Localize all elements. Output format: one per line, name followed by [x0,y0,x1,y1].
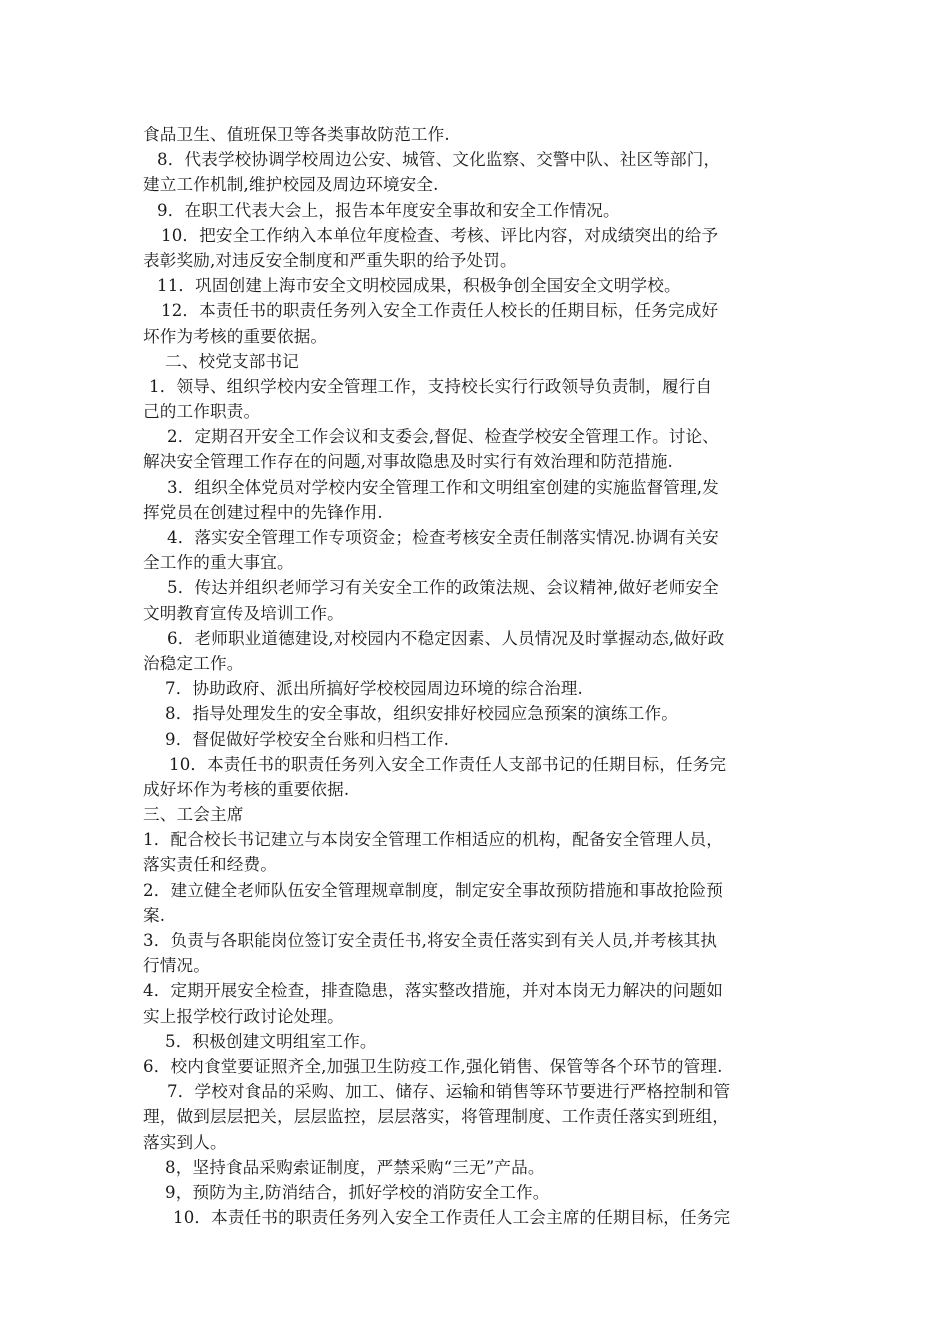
text-line: 成好坏作为考核的重要依据. [143,779,350,799]
text-line: 解决安全管理工作存在的问题,对事故隐患及时实行有效治理和防范措施. [143,452,673,472]
text-line: 2．定期召开安全工作会议和支委会,督促、检查学校安全管理工作。讨论、 [167,427,719,447]
text-line: 8．指导处理发生的安全事故，组织安排好校园应急预案的演练工作。 [165,704,679,724]
text-line: 8．代表学校协调学校周边公安、城管、文化监察、交警中队、社区等部门， [157,150,721,170]
text-line: 理，做到层层把关，层层监控，层层落实，将管理制度、工作责任落实到班组， [143,1107,730,1127]
text-line: 落实责任和经费。 [143,855,277,875]
section-heading: 三、工会主席 [143,805,244,825]
text-line: 挥党员在创建过程中的先锋作用. [143,502,383,522]
text-line: 落实到人。 [143,1132,227,1152]
text-line: 全工作的重大事宜。 [143,553,294,573]
text-line: 10．本责任书的职责任务列入安全工作责任人工会主席的任期目标，任务完 [173,1208,731,1228]
text-line: 3．负责与各职能岗位签订安全责任书,将安全责任落实到有关人员,并考核其执 [143,931,718,950]
text-line: 10．把安全工作纳入本单位年度检查、考核、评比内容，对成绩突出的给予 [161,225,719,245]
text-line: 2．建立健全老师队伍安全管理规章制度，制定安全事故预防措施和事故抢险预 [143,880,723,900]
text-line: 1．配合校长书记建立与本岗安全管理工作相适应的机构，配备安全管理人员， [143,830,723,850]
text-line: 建立工作机制,维护校园及周边环境安全. [143,175,439,195]
document-body [143,122,811,1230]
text-line: 己的工作职责。 [143,402,261,422]
text-line: 9，预防为主,防消结合，抓好学校的消防安全工作。 [165,1182,550,1202]
text-line: 1．领导、组织学校内安全管理工作，支持校长实行行政领导负责制，履行自 [149,376,713,396]
text-line: 食品卫生、值班保卫等各类事故防范工作. [143,125,450,144]
text-line: 6．校内食堂要证照齐全,加强卫生防疫工作,强化销售、保管等各个环节的管理. [143,1056,723,1076]
section-heading: 二、校党支部书记 [165,351,299,371]
text-line: 5．积极创建文明组室工作。 [165,1031,377,1051]
text-line: 9．在职工代表大会上，报告本年度安全事故和安全工作情况。 [157,200,620,220]
text-line: 行情况。 [143,956,210,976]
text-line: 10．本责任书的职责任务列入安全工作责任人支部书记的任期目标，任务完 [169,754,727,774]
text-line: 8，坚持食品采购索证制度，严禁采购“三无”产品。 [165,1157,545,1177]
text-line: 案. [143,905,166,925]
text-line: 4．落实安全管理工作专项资金；检查考核安全责任制落实情况.协调有关安 [167,528,719,547]
text-line: 3．组织全体党员对学校内安全管理工作和文明组室创建的实施监督管理,发 [167,477,719,497]
text-line: 11．巩固创建上海市安全文明校园成果，积极争创全国安全文明学校。 [157,276,681,296]
text-line: 9．督促做好学校安全台账和归档工作. [165,729,450,749]
text-line: 坏作为考核的重要依据。 [143,326,328,346]
text-line: 12．本责任书的职责任务列入安全工作责任人校长的任期目标，任务完成好 [161,301,719,321]
text-line: 治稳定工作。 [143,653,244,673]
text-line: 5．传达并组织老师学习有关安全工作的政策法规、会议精神,做好老师安全 [167,578,719,598]
text-line: 文明教育宣传及培训工作。 [143,603,344,623]
text-line: 实上报学校行政讨论处理。 [143,1006,344,1026]
text-line: 7．学校对食品的采购、加工、储存、运输和销售等环节要进行严格控制和管 [167,1082,731,1102]
text-line: 7．协助政府、派出所搞好学校校园周边环境的综合治理. [165,679,583,699]
text-line: 4．定期开展安全检查，排查隐患，落实整改措施，并对本岗无力解决的问题如 [143,981,723,1001]
text-line: 6．老师职业道德建设,对校园内不稳定因素、人员情况及时掌握动态,做好政 [167,628,725,648]
text-line: 表彰奖励,对违反安全制度和严重失职的给予处罚。 [143,250,517,270]
